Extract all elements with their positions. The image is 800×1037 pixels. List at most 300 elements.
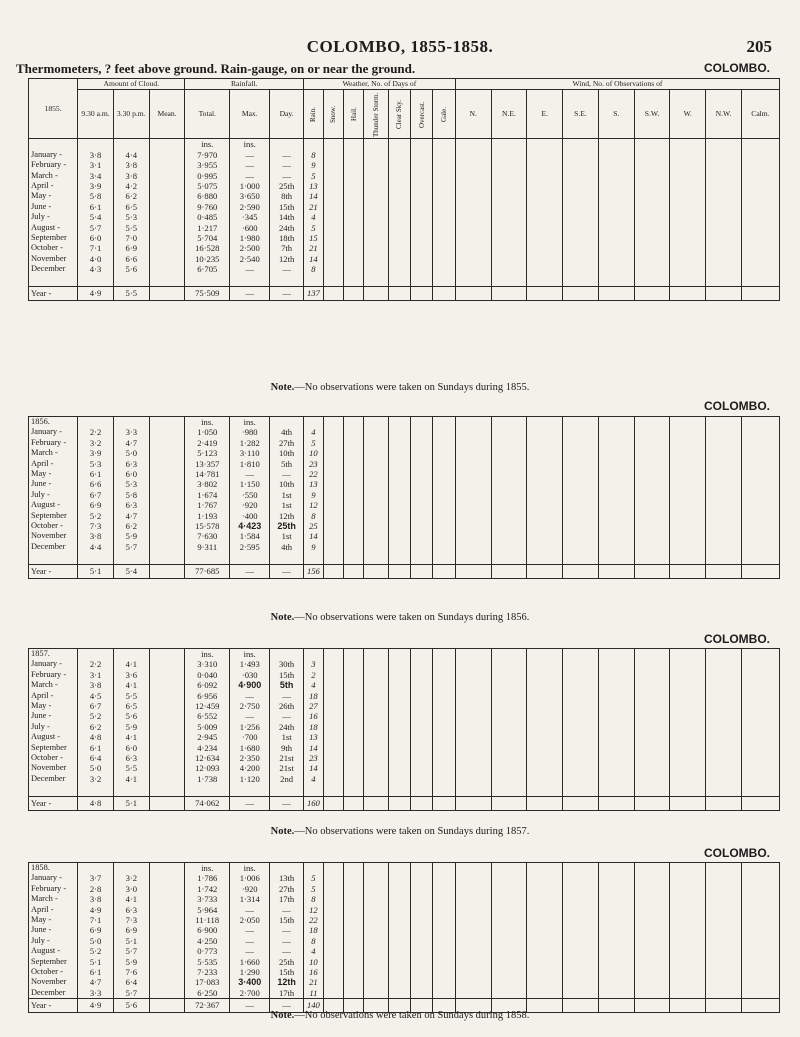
blank-cell (634, 202, 670, 212)
rain-day: 10th (270, 448, 304, 458)
rain-total: 10·235 (185, 254, 230, 264)
blank-cell (634, 763, 670, 773)
blank-cell (411, 967, 433, 977)
blank-cell (491, 469, 527, 479)
blank-cell (527, 722, 563, 732)
note-label: Note. (270, 1010, 295, 1021)
rain-total: 6·880 (185, 191, 230, 201)
blank-cell (670, 287, 706, 301)
blank-cell (491, 511, 527, 521)
blank-cell (634, 139, 670, 150)
blank-cell (388, 722, 410, 732)
table-row (29, 469, 780, 479)
rain-day: — (270, 936, 304, 946)
blank-cell (563, 564, 599, 578)
cloud-am: 4·3 (78, 264, 114, 274)
blank-cell (598, 915, 634, 925)
blank-cell (344, 680, 364, 690)
blank-cell (388, 171, 410, 181)
cloud-pm: 4·2 (113, 181, 149, 191)
rain-total: 2·945 (185, 732, 230, 742)
cloud-pm: 5·7 (113, 542, 149, 552)
blank-cell (344, 254, 364, 264)
blank-cell (598, 275, 634, 287)
blank-cell (634, 722, 670, 732)
blank-cell (598, 925, 634, 935)
rain-max: — (230, 264, 270, 274)
blank-cell (563, 670, 599, 680)
blank-cell (706, 459, 742, 469)
rain-day: 21st (270, 753, 304, 763)
rain-days: 13 (303, 732, 323, 742)
blank-cell (491, 884, 527, 894)
year-cloud-mean (149, 564, 185, 578)
blank-cell (411, 774, 433, 784)
blank-cell (433, 542, 455, 552)
blank-cell (741, 448, 779, 458)
rain-total: 3·955 (185, 160, 230, 170)
blank-cell (563, 438, 599, 448)
rain-total: 1·193 (185, 511, 230, 521)
rain-max: 1·000 (230, 181, 270, 191)
rain-day: 14th (270, 212, 304, 222)
blank-cell (563, 753, 599, 763)
blank-cell (270, 417, 304, 428)
blank-cell (598, 957, 634, 967)
blank-cell (598, 139, 634, 150)
blank-cell (323, 139, 343, 150)
blank-cell (455, 438, 491, 448)
blank-cell (527, 701, 563, 711)
blank-cell (344, 732, 364, 742)
blank-cell (670, 680, 706, 690)
blank-cell (344, 264, 364, 274)
blank-cell (491, 988, 527, 999)
blank-cell (741, 753, 779, 763)
blank-cell (598, 531, 634, 541)
rain-day: — (270, 171, 304, 181)
rain-days: 15 (303, 233, 323, 243)
rain-max: 4·200 (230, 763, 270, 773)
blank-cell (455, 691, 491, 701)
blank-cell (388, 884, 410, 894)
blank-cell (433, 905, 455, 915)
blank-cell (598, 988, 634, 999)
month-label: October - (29, 521, 78, 531)
blank-cell (344, 521, 364, 531)
rain-day: — (270, 150, 304, 160)
blank-cell (634, 670, 670, 680)
blank-cell (491, 784, 527, 796)
blank-cell (634, 417, 670, 428)
year-label: Year - (29, 796, 78, 810)
blank-cell (491, 659, 527, 669)
blank-cell (598, 417, 634, 428)
table-row (29, 691, 780, 701)
rain-max: 3·650 (230, 191, 270, 201)
weather-col-header: Snow. (323, 90, 343, 139)
blank-cell (455, 915, 491, 925)
blank-cell (598, 150, 634, 160)
blank-cell (670, 784, 706, 796)
blank-cell (411, 500, 433, 510)
blank-cell (491, 774, 527, 784)
rain-days: 4 (303, 946, 323, 956)
rain-total: 4·250 (185, 936, 230, 946)
blank-cell (741, 500, 779, 510)
blank-cell (323, 254, 343, 264)
blank-cell (706, 670, 742, 680)
rain-total: 2·419 (185, 438, 230, 448)
cloud-pm: 7·6 (113, 967, 149, 977)
rain-day: — (270, 160, 304, 170)
rain-max: ·600 (230, 223, 270, 233)
blank-cell (344, 171, 364, 181)
blank-cell (598, 743, 634, 753)
cloud-am: 6·1 (78, 743, 114, 753)
blank-cell (670, 743, 706, 753)
blank-cell (364, 925, 389, 935)
cloud-pm: 4·4 (113, 150, 149, 160)
blank-cell (433, 680, 455, 690)
blank-cell (670, 977, 706, 987)
blank-cell (670, 191, 706, 201)
blank-cell (364, 469, 389, 479)
wind-col-header: N.E. (491, 90, 527, 139)
blank-cell (455, 521, 491, 531)
blank-cell (527, 957, 563, 967)
cloud-col-header: Mean. (149, 90, 185, 139)
month-label: September (29, 511, 78, 521)
blank-cell (303, 139, 323, 150)
blank-cell (634, 732, 670, 742)
rain-max: 1·282 (230, 438, 270, 448)
blank-cell (741, 233, 779, 243)
blank-cell (598, 873, 634, 883)
blank-cell (741, 763, 779, 773)
blank-cell (323, 957, 343, 967)
blank-cell (706, 264, 742, 274)
rain-day: 24th (270, 722, 304, 732)
blank-cell (741, 564, 779, 578)
blank-cell (433, 946, 455, 956)
blank-cell (706, 139, 742, 150)
cloud-pm: 5·1 (113, 936, 149, 946)
cloud-mean (149, 753, 185, 763)
rain-days: 5 (303, 873, 323, 883)
rain-max: 1·493 (230, 659, 270, 669)
cloud-pm: 7·0 (113, 233, 149, 243)
blank-cell (741, 479, 779, 489)
blank-cell (706, 925, 742, 935)
month-label: November (29, 531, 78, 541)
blank-cell (323, 552, 343, 564)
blank-cell (634, 511, 670, 521)
blank-cell (323, 905, 343, 915)
cloud-am: 3·8 (78, 531, 114, 541)
blank-cell (706, 160, 742, 170)
blank-cell (433, 233, 455, 243)
rain-day: 15th (270, 670, 304, 680)
blank-cell (634, 649, 670, 660)
blank-cell (563, 925, 599, 935)
blank-cell (527, 160, 563, 170)
rain-day: 5th (270, 680, 304, 690)
cloud-mean (149, 542, 185, 552)
blank-cell (455, 469, 491, 479)
month-label: October - (29, 243, 78, 253)
cloud-mean (149, 977, 185, 987)
blank-cell (411, 542, 433, 552)
blank-cell (598, 521, 634, 531)
rain-days: 10 (303, 957, 323, 967)
blank-cell (433, 670, 455, 680)
blank-cell (598, 784, 634, 796)
rain-days: 4 (303, 680, 323, 690)
blank-cell (741, 521, 779, 531)
blank-cell (388, 936, 410, 946)
table-1858 (28, 862, 780, 1013)
rain-max: — (230, 150, 270, 160)
blank-cell (344, 784, 364, 796)
cloud-pm: 5·9 (113, 722, 149, 732)
year-rain-max: — (230, 287, 270, 301)
cloud-am: 3·8 (78, 150, 114, 160)
blank-cell (741, 202, 779, 212)
blank-cell (364, 448, 389, 458)
rain-day: 12th (270, 511, 304, 521)
blank-cell (670, 511, 706, 521)
rain-total: 9·760 (185, 202, 230, 212)
cloud-mean (149, 459, 185, 469)
blank-cell (741, 936, 779, 946)
month-label: August - (29, 946, 78, 956)
blank-cell (598, 542, 634, 552)
blank-cell (364, 967, 389, 977)
blank-cell (741, 150, 779, 160)
blank-cell (491, 722, 527, 732)
blank-cell (706, 894, 742, 904)
cloud-pm: 6·2 (113, 521, 149, 531)
blank-cell (411, 521, 433, 531)
cloud-mean (149, 531, 185, 541)
cloud-am: 7·1 (78, 243, 114, 253)
rain-day: 17th (270, 894, 304, 904)
blank-cell (527, 732, 563, 742)
blank-cell (491, 243, 527, 253)
blank-cell (113, 863, 149, 874)
blank-cell (411, 659, 433, 669)
blank-cell (149, 649, 185, 660)
blank-cell (527, 500, 563, 510)
rain-day: — (270, 469, 304, 479)
blank-cell (491, 743, 527, 753)
blank-cell (706, 732, 742, 742)
rain-total: 1·767 (185, 500, 230, 510)
rain-max: 1·006 (230, 873, 270, 883)
rain-days: 16 (303, 967, 323, 977)
blank-cell (433, 212, 455, 222)
blank-cell (388, 500, 410, 510)
table-row (29, 181, 780, 191)
blank-cell (344, 243, 364, 253)
blank-cell (323, 181, 343, 191)
rain-day: 13th (270, 873, 304, 883)
blank-cell (323, 763, 343, 773)
rain-days: 8 (303, 936, 323, 946)
blank-cell (323, 427, 343, 437)
blank-cell (527, 753, 563, 763)
blank-cell (670, 459, 706, 469)
blank-cell (411, 649, 433, 660)
blank-cell (433, 552, 455, 564)
wind-col-header: N.W. (706, 90, 742, 139)
rain-total: 5·009 (185, 722, 230, 732)
blank-cell (491, 670, 527, 680)
blank-cell (323, 191, 343, 201)
blank-cell (527, 181, 563, 191)
year-rain-day: — (270, 564, 304, 578)
blank-cell (706, 915, 742, 925)
blank-cell (634, 925, 670, 935)
blank-cell (455, 753, 491, 763)
blank-cell (388, 427, 410, 437)
blank-cell (388, 967, 410, 977)
station-label: COLOMBO. (704, 632, 770, 646)
blank-cell (344, 223, 364, 233)
blank-cell (527, 967, 563, 977)
blank-cell (388, 212, 410, 222)
blank-cell (433, 490, 455, 500)
blank-cell (364, 915, 389, 925)
blank-cell (433, 287, 455, 301)
month-label: May - (29, 915, 78, 925)
blank-cell (598, 500, 634, 510)
rain-day: 1st (270, 490, 304, 500)
blank-cell (344, 438, 364, 448)
rain-days: 16 (303, 711, 323, 721)
cloud-am: 7·1 (78, 915, 114, 925)
blank-cell (323, 753, 343, 763)
blank-cell (598, 243, 634, 253)
cloud-col-header: 9.30 a.m. (78, 90, 114, 139)
blank-cell (491, 223, 527, 233)
rain-days: 18 (303, 925, 323, 935)
blank-cell (670, 884, 706, 894)
blank-cell (527, 946, 563, 956)
blank-cell (455, 946, 491, 956)
blank-cell (634, 160, 670, 170)
year-total-row (29, 564, 780, 578)
rain-day: — (270, 711, 304, 721)
blank-cell (598, 254, 634, 264)
blank-cell (598, 181, 634, 191)
blank-cell (598, 977, 634, 987)
blank-cell (364, 500, 389, 510)
table-row (29, 743, 780, 753)
blank-cell (388, 649, 410, 660)
blank-cell (344, 957, 364, 967)
blank-cell (455, 139, 491, 150)
rain-total: 1·050 (185, 427, 230, 437)
blank-cell (388, 873, 410, 883)
blank-cell (433, 160, 455, 170)
blank-cell (364, 680, 389, 690)
cloud-am: 6·9 (78, 925, 114, 935)
blank-cell (706, 988, 742, 999)
rain-total: 6·092 (185, 680, 230, 690)
blank-cell (411, 701, 433, 711)
blank-cell (364, 160, 389, 170)
table-row (29, 490, 780, 500)
blank-cell (364, 459, 389, 469)
table-row (29, 521, 780, 531)
page-number: 205 (746, 37, 772, 56)
cloud-pm: 6·3 (113, 753, 149, 763)
blank-cell (598, 763, 634, 773)
blank-cell (670, 275, 706, 287)
blank-cell (706, 711, 742, 721)
cloud-mean (149, 500, 185, 510)
rain-days: 21 (303, 977, 323, 987)
blank-cell (344, 722, 364, 732)
blank-cell (563, 212, 599, 222)
blank-cell (433, 863, 455, 874)
cloud-am: 3·2 (78, 438, 114, 448)
blank-cell (323, 936, 343, 946)
blank-cell (411, 680, 433, 690)
cloud-pm: 6·5 (113, 202, 149, 212)
blank-cell (323, 469, 343, 479)
rain-total: 5·964 (185, 905, 230, 915)
blank-cell (598, 212, 634, 222)
cloud-am: 2·2 (78, 427, 114, 437)
rain-max: ·920 (230, 884, 270, 894)
blank-cell (455, 905, 491, 915)
blank-cell (741, 680, 779, 690)
blank-cell (491, 160, 527, 170)
blank-cell (411, 275, 433, 287)
blank-cell (364, 691, 389, 701)
month-label: February - (29, 160, 78, 170)
blank-cell (344, 531, 364, 541)
blank-cell (433, 659, 455, 669)
note-1858 (0, 1010, 800, 1021)
blank-cell (563, 863, 599, 874)
blank-cell (634, 500, 670, 510)
blank-cell (411, 264, 433, 274)
cloud-mean (149, 873, 185, 883)
blank-cell (563, 722, 599, 732)
blank-cell (433, 732, 455, 742)
table-row (29, 202, 780, 212)
blank-cell (491, 542, 527, 552)
blank-cell (388, 511, 410, 521)
blank-cell (455, 490, 491, 500)
blank-cell (527, 691, 563, 701)
cloud-mean (149, 521, 185, 531)
blank-cell (455, 659, 491, 669)
blank-cell (455, 448, 491, 458)
blank-cell (706, 763, 742, 773)
blank-cell (113, 417, 149, 428)
blank-cell (388, 243, 410, 253)
blank-cell (364, 659, 389, 669)
rain-day: 27th (270, 438, 304, 448)
cloud-mean (149, 490, 185, 500)
rain-day: 7th (270, 243, 304, 253)
blank-cell (411, 884, 433, 894)
